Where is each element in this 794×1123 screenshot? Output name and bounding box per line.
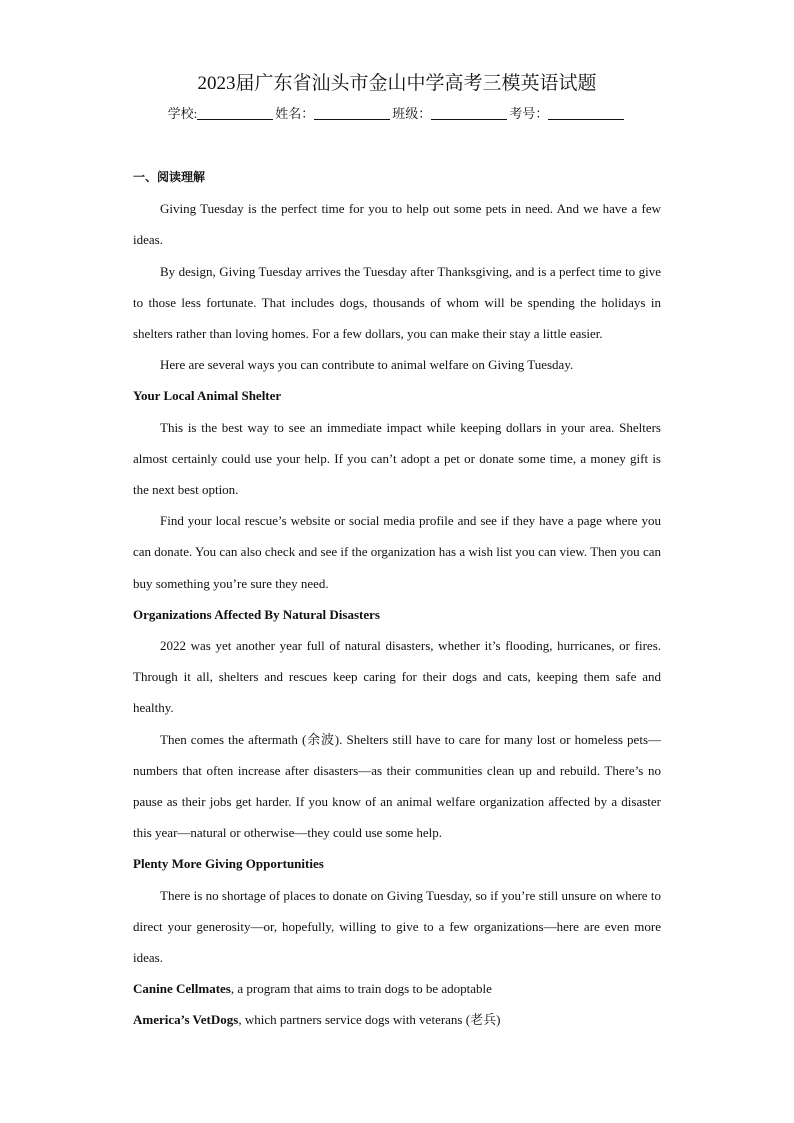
paragraph-1: Giving Tuesday is the perfect time for you to help out some pets in need. And we have a few ideas. xyxy=(133,201,661,248)
paragraph-6: 2022 was yet another year full of natural disasters, whether it’s flooding, hurricanes, or fires. Through it all, shelters and rescues keep caring for their dogs and cats, keeping them safe and healthy. xyxy=(133,638,661,716)
subheading-giving-opportunities: Plenty More Giving Opportunities xyxy=(133,856,324,872)
section-heading: 一、阅读理解 xyxy=(133,170,206,184)
paragraph-5: Find your local rescue’s website or social media profile and see if they have a page where you can donate. You can also check and see if the organization has a wish list you can view. Then you can buy something you’re sure they need. xyxy=(133,513,661,591)
school-blank[interactable] xyxy=(197,107,273,120)
student-info-line xyxy=(0,103,794,122)
list-item-vetdogs xyxy=(133,1004,661,1035)
paragraph-7: Then comes the aftermath (余波). Shelters still have to care for many lost or homeless pets—numbers that often increase after disasters—as their communities clean up and rebuild. There’s no pause as their jobs get harder. If you know of an animal welfare organization affected by a disaster this year—natural or otherwise—they could use some help. xyxy=(133,731,661,841)
item-text: , which partners service dogs with veterans (老兵) xyxy=(238,1012,501,1028)
paragraph-2: By design, Giving Tuesday arrives the Tuesday after Thanksgiving, and is a perfect time to give to those less fortunate. That includes dogs, thousands of whom will be spending the holidays in shelters rather than loving homes. For a few dollars, you can make their stay a little easier. xyxy=(133,263,661,342)
page-title: 2023届广东省汕头市金山中学高考三模英语试题 xyxy=(197,73,597,94)
number-label: 考号： xyxy=(509,106,549,121)
paragraph-4: This is the best way to see an immediate impact while keeping dollars in your area. Shelters almost certainly could use your help. If you can’t adopt a pet or donate some time, a money gift is the next best option. xyxy=(133,419,661,498)
subheading-natural-disasters: Organizations Affected By Natural Disasters xyxy=(133,606,380,622)
subheading-local-shelter: Your Local Animal Shelter xyxy=(133,388,282,404)
reading-passage xyxy=(133,162,661,1036)
class-label: 班级： xyxy=(392,106,432,121)
school-label: 学校: xyxy=(167,106,198,121)
class-blank[interactable] xyxy=(431,107,507,120)
paragraph-8: There is no shortage of places to donate on Giving Tuesday, so if you’re still unsure on where to direct your generosity—or, hopefully, willing to give to a few organizations—here are even more ideas. xyxy=(133,887,661,966)
number-blank[interactable] xyxy=(548,107,624,120)
item-name: America’s VetDogs xyxy=(133,1012,239,1028)
list-item-canine-cellmates xyxy=(133,973,661,1004)
item-name: Canine Cellmates xyxy=(133,981,231,997)
name-blank[interactable] xyxy=(314,107,390,120)
paragraph-3: Here are several ways you can contribute to animal welfare on Giving Tuesday. xyxy=(160,357,574,373)
name-label: 姓名： xyxy=(275,106,315,121)
item-text: , a program that aims to train dogs to be adoptable xyxy=(230,981,492,997)
